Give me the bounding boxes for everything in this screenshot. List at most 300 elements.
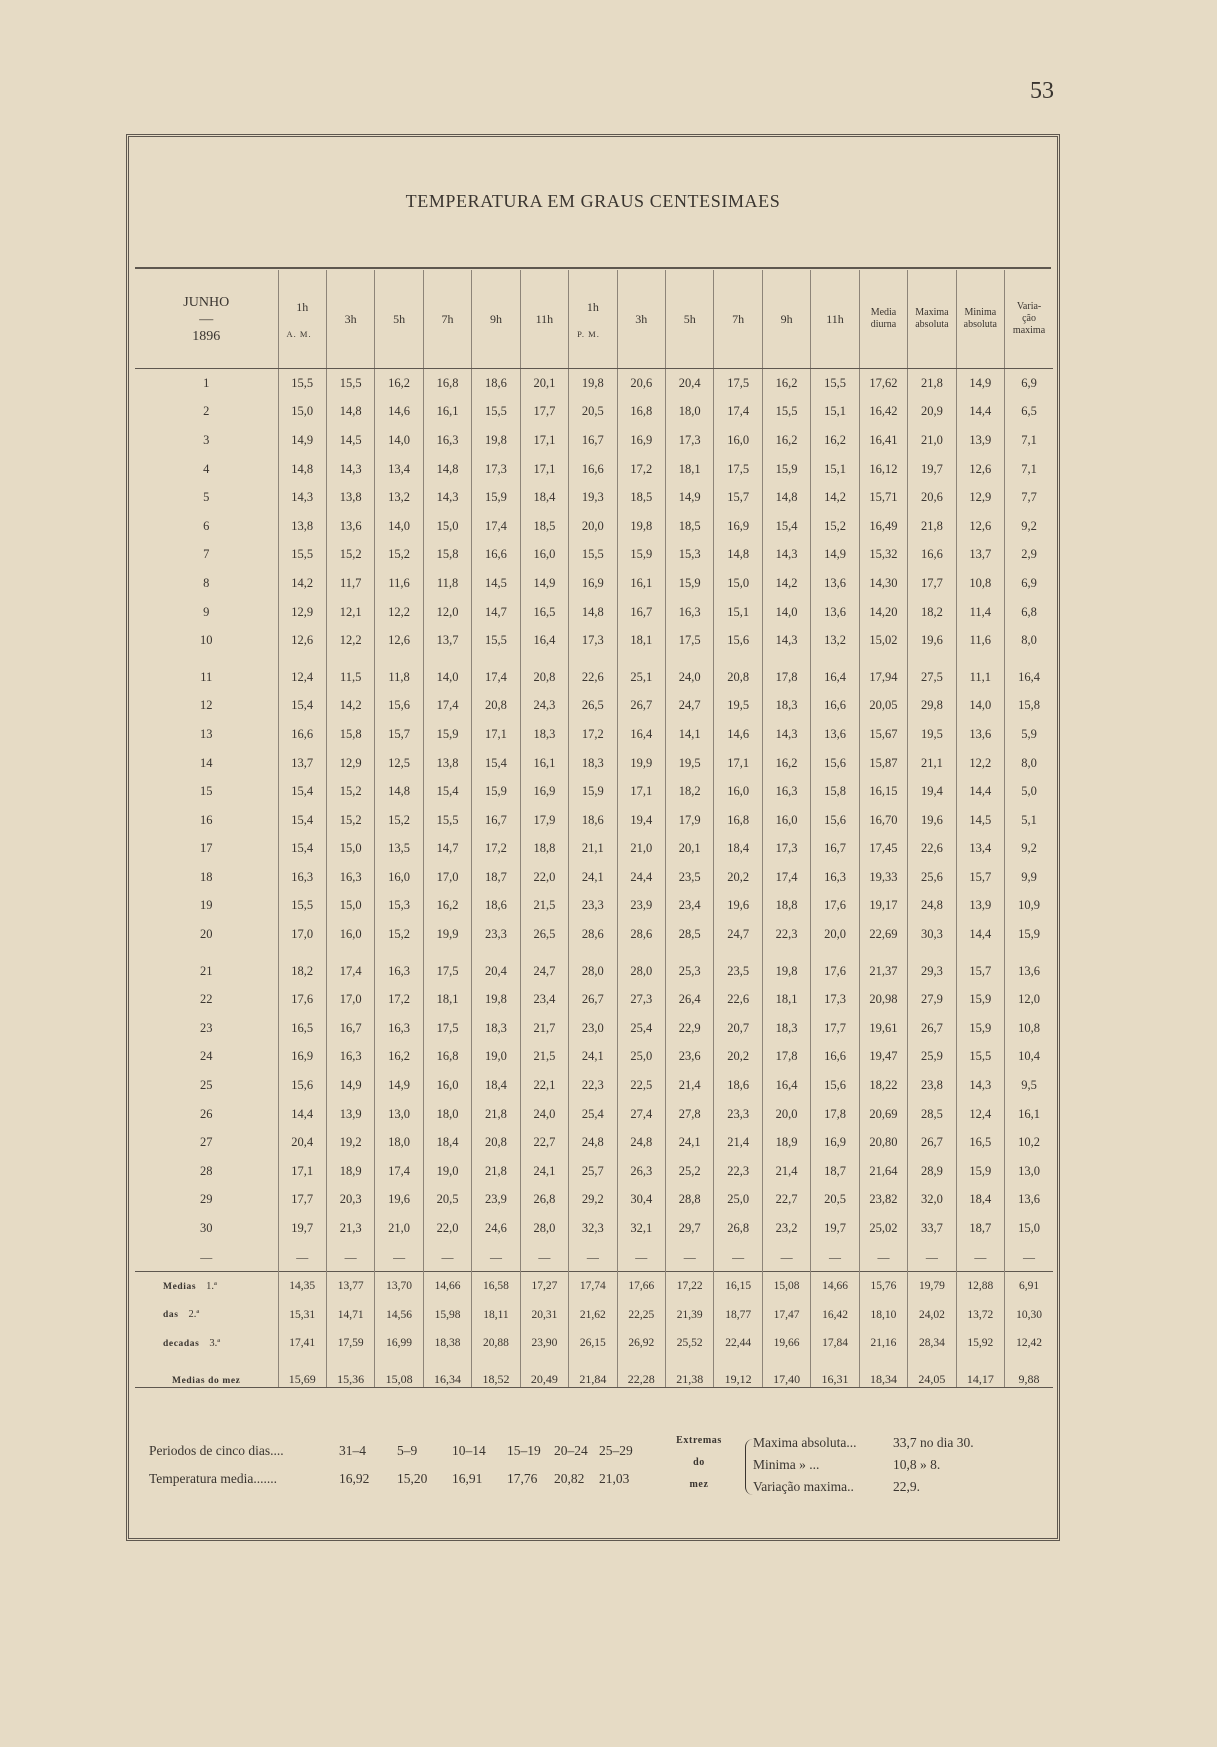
hour-header (520, 270, 568, 369)
value-cell: 16,2 (762, 426, 810, 455)
value-cell: 20,2 (714, 863, 762, 892)
value-cell: 11,6 (375, 569, 423, 598)
month-mean-value: 16,31 (811, 1358, 859, 1387)
temperatura-media-label: Temperatura media....... (149, 1471, 277, 1486)
table-row (135, 806, 1053, 835)
value-cell: 17,4 (375, 1157, 423, 1186)
table-row (135, 598, 1053, 627)
value-cell: 14,4 (278, 1100, 326, 1129)
month-mean-value: 21,38 (666, 1358, 714, 1387)
value-cell: 24,3 (520, 692, 568, 721)
value-cell: 17,3 (569, 626, 617, 655)
value-cell: 18,1 (762, 985, 810, 1014)
dash-cell: — (326, 1243, 374, 1272)
table-row (135, 1128, 1053, 1157)
day-cell: 14 (200, 755, 213, 770)
value-cell: 14,9 (811, 541, 859, 570)
value-cell: 14,0 (375, 512, 423, 541)
hour-label: 5h (393, 311, 406, 326)
table-row (135, 1071, 1053, 1100)
value-cell: 25,1 (617, 655, 665, 692)
value-cell: 20,8 (472, 692, 520, 721)
value-cell: 21,1 (569, 835, 617, 864)
decade-value: 26,15 (569, 1330, 617, 1359)
value-cell: 19,0 (423, 1157, 471, 1186)
value-cell: 15,2 (326, 806, 374, 835)
value-cell: 16,3 (375, 949, 423, 986)
value-cell: 14,4 (956, 777, 1004, 806)
value-cell: 27,9 (908, 985, 956, 1014)
variacao-maxima-header (1005, 270, 1053, 369)
table-row (135, 720, 1053, 749)
month-mean-value: 14,17 (956, 1358, 1004, 1387)
value-cell: 15,5 (956, 1043, 1004, 1072)
value-cell: 24,7 (520, 949, 568, 986)
value-cell: 15,6 (375, 692, 423, 721)
value-cell: 6,5 (1005, 398, 1053, 427)
decade-value: 26,92 (617, 1330, 665, 1359)
value-cell: 23,4 (520, 985, 568, 1014)
hour-label: 9h (780, 311, 793, 326)
value-cell: 2,9 (1005, 541, 1053, 570)
value-cell: 15,2 (375, 920, 423, 949)
table-row (135, 569, 1053, 598)
value-cell: 15,0 (326, 835, 374, 864)
value-cell: 14,30 (859, 569, 907, 598)
value-cell: 19,5 (666, 749, 714, 778)
value-cell: 22,7 (520, 1128, 568, 1157)
value-cell: 25,4 (569, 1100, 617, 1129)
value-cell: 26,8 (520, 1186, 568, 1215)
value-cell: 18,4 (423, 1128, 471, 1157)
decade-value: 17,47 (762, 1301, 810, 1330)
value-cell: 18,0 (666, 398, 714, 427)
day-cell: 23 (200, 1020, 213, 1035)
value-cell: 20,05 (859, 692, 907, 721)
value-cell: 15,2 (375, 806, 423, 835)
value-cell: 18,2 (666, 777, 714, 806)
value-cell: 14,0 (762, 598, 810, 627)
value-cell: 14,9 (326, 1071, 374, 1100)
hour-label: 3h (635, 311, 648, 326)
value-cell: 16,3 (278, 863, 326, 892)
top-rule (135, 267, 1051, 269)
value-cell: 18,5 (617, 483, 665, 512)
value-cell: 16,3 (326, 863, 374, 892)
value-cell: 20,0 (811, 920, 859, 949)
decade-value: 17,22 (666, 1272, 714, 1301)
month-means-text: Medias do mez (172, 1375, 241, 1386)
decade-label: Medias (163, 1281, 197, 1292)
value-cell: 16,12 (859, 455, 907, 484)
month-mean-value: 22,28 (617, 1358, 665, 1387)
value-cell: 22,3 (714, 1157, 762, 1186)
value-cell: 19,33 (859, 863, 907, 892)
value-cell: 16,1 (617, 569, 665, 598)
value-cell: 12,9 (326, 749, 374, 778)
decade-value: 18,10 (859, 1301, 907, 1330)
value-cell: 15,9 (423, 720, 471, 749)
day-cell: 6 (203, 518, 210, 533)
value-cell: 11,4 (956, 598, 1004, 627)
decade-value: 13,70 (375, 1272, 423, 1301)
value-cell: 22,6 (714, 985, 762, 1014)
header-text: diurna (870, 319, 897, 330)
table-row (135, 985, 1053, 1014)
table-row (135, 749, 1053, 778)
value-cell: 16,70 (859, 806, 907, 835)
value-cell: 18,7 (811, 1157, 859, 1186)
decade-value: 16,58 (472, 1272, 520, 1301)
value-cell: 16,3 (423, 426, 471, 455)
day-cell: 3 (203, 432, 210, 447)
value-cell: 20,4 (666, 369, 714, 398)
value-cell: 16,5 (278, 1014, 326, 1043)
value-cell: 15,4 (472, 749, 520, 778)
value-cell: 24,0 (520, 1100, 568, 1129)
header-text: maxima (1012, 325, 1046, 336)
value-cell: 16,7 (472, 806, 520, 835)
header-text: Minima (964, 307, 997, 318)
decade-value: 14,66 (811, 1272, 859, 1301)
value-cell: 18,22 (859, 1071, 907, 1100)
value-cell: 25,0 (617, 1043, 665, 1072)
value-cell: 14,8 (326, 398, 374, 427)
value-cell: 28,8 (666, 1186, 714, 1215)
value-cell: 6,9 (1005, 369, 1053, 398)
value-cell: 16,6 (472, 541, 520, 570)
value-cell: 32,1 (617, 1214, 665, 1243)
value-cell: 33,7 (908, 1214, 956, 1243)
value-cell: 14,9 (666, 483, 714, 512)
table-row (135, 1157, 1053, 1186)
month-means-row (135, 1358, 1053, 1387)
hour-label: 3h (344, 311, 357, 326)
value-cell: 12,6 (375, 626, 423, 655)
value-cell: 21,4 (714, 1128, 762, 1157)
value-cell: 20,4 (278, 1128, 326, 1157)
day-cell: 11 (200, 669, 213, 684)
month-means-label (135, 1358, 278, 1387)
value-cell: 7,1 (1005, 455, 1053, 484)
value-cell: 12,9 (278, 598, 326, 627)
dash-cell: — (762, 1243, 810, 1272)
value-cell: 18,3 (762, 1014, 810, 1043)
day-cell: 21 (200, 963, 213, 978)
value-cell: 16,4 (811, 655, 859, 692)
table-row (135, 949, 1053, 986)
value-cell: 16,0 (326, 920, 374, 949)
temperatura-media-value: 17,76 (507, 1471, 538, 1486)
value-cell: 13,6 (956, 720, 1004, 749)
month-mean-value: 18,52 (472, 1358, 520, 1387)
value-cell: 17,6 (811, 949, 859, 986)
value-cell: 16,7 (326, 1014, 374, 1043)
value-cell: 16,0 (714, 426, 762, 455)
value-cell: 15,8 (326, 720, 374, 749)
value-cell: 17,1 (278, 1157, 326, 1186)
value-cell: 16,0 (520, 541, 568, 570)
value-cell: 22,0 (520, 863, 568, 892)
value-cell: 23,0 (569, 1014, 617, 1043)
value-cell: 15,6 (278, 1071, 326, 1100)
value-cell: 12,2 (375, 598, 423, 627)
value-cell: 17,4 (714, 398, 762, 427)
value-cell: 17,7 (278, 1186, 326, 1215)
value-cell: 9,2 (1005, 512, 1053, 541)
value-cell: 17,5 (423, 1014, 471, 1043)
table-row (135, 892, 1053, 921)
value-cell: 19,4 (617, 806, 665, 835)
value-cell: 17,7 (908, 569, 956, 598)
value-cell: 13,5 (375, 835, 423, 864)
day-cell: 27 (200, 1135, 213, 1150)
value-cell: 27,8 (666, 1100, 714, 1129)
value-cell: 21,0 (617, 835, 665, 864)
table-row (135, 483, 1053, 512)
value-cell: 17,4 (326, 949, 374, 986)
value-cell: 15,2 (326, 777, 374, 806)
value-cell: 18,8 (762, 892, 810, 921)
value-cell: 20,98 (859, 985, 907, 1014)
header-text: Maxima (915, 307, 949, 318)
value-cell: 14,6 (714, 720, 762, 749)
day-cell: 26 (200, 1106, 213, 1121)
value-cell: 17,3 (811, 985, 859, 1014)
decade-value: 23,90 (520, 1330, 568, 1359)
value-cell: 13,9 (956, 426, 1004, 455)
value-cell: 17,4 (423, 692, 471, 721)
month-dash: — (199, 311, 214, 327)
value-cell: 16,2 (762, 749, 810, 778)
value-cell: 30,3 (908, 920, 956, 949)
value-cell: 16,9 (278, 1043, 326, 1072)
periods-label: Periodos de cinco dias.... (149, 1443, 284, 1458)
month-header (135, 270, 278, 369)
value-cell: 15,0 (1005, 1214, 1053, 1243)
value-cell: 14,5 (472, 569, 520, 598)
day-cell: 29 (200, 1192, 213, 1207)
month-mean-value: 15,36 (326, 1358, 374, 1387)
value-cell: 15,3 (666, 541, 714, 570)
decade-value: 18,11 (472, 1301, 520, 1330)
value-cell: 13,8 (278, 512, 326, 541)
value-cell: 17,8 (762, 1043, 810, 1072)
day-cell: 30 (200, 1221, 213, 1236)
value-cell: 15,5 (278, 892, 326, 921)
decade-index: 2.ª (188, 1309, 200, 1321)
value-cell: 15,9 (472, 777, 520, 806)
decade-value: 18,38 (423, 1330, 471, 1359)
value-cell: 24,1 (569, 1043, 617, 1072)
value-cell: 25,6 (908, 863, 956, 892)
day-cell: 2 (203, 404, 210, 419)
value-cell: 17,2 (472, 835, 520, 864)
value-cell: 25,7 (569, 1157, 617, 1186)
value-cell: 18,9 (326, 1157, 374, 1186)
value-cell: 21,0 (908, 426, 956, 455)
value-cell: 28,9 (908, 1157, 956, 1186)
value-cell: 15,4 (278, 835, 326, 864)
value-cell: 19,5 (714, 692, 762, 721)
value-cell: 20,5 (423, 1186, 471, 1215)
value-cell: 11,5 (326, 655, 374, 692)
value-cell: 20,1 (666, 835, 714, 864)
value-cell: 19,8 (569, 369, 617, 398)
value-cell: 10,8 (956, 569, 1004, 598)
decade-value: 17,27 (520, 1272, 568, 1301)
decade-value: 16,15 (714, 1272, 762, 1301)
header-text: absoluta (963, 319, 997, 330)
dash-cell: — (666, 1243, 714, 1272)
value-cell: 19,47 (859, 1043, 907, 1072)
decade-value: 22,44 (714, 1330, 762, 1359)
value-cell: 24,8 (569, 1128, 617, 1157)
value-cell: 12,6 (278, 626, 326, 655)
hour-label: 11h (826, 311, 844, 326)
value-cell: 23,5 (666, 863, 714, 892)
value-cell: 15,0 (714, 569, 762, 598)
value-cell: 13,4 (956, 835, 1004, 864)
value-cell: 15,0 (326, 892, 374, 921)
value-cell: 15,5 (423, 806, 471, 835)
value-cell: 15,4 (278, 692, 326, 721)
value-cell: 14,3 (762, 720, 810, 749)
value-cell: 16,0 (714, 777, 762, 806)
decade-value: 21,39 (666, 1301, 714, 1330)
dash-cell: — (859, 1243, 907, 1272)
value-cell: 18,3 (762, 692, 810, 721)
value-cell: 28,6 (617, 920, 665, 949)
hour-label: 9h (489, 311, 502, 326)
value-cell: 16,2 (811, 426, 859, 455)
value-cell: 16,4 (762, 1071, 810, 1100)
value-cell: 14,8 (278, 455, 326, 484)
value-cell: 14,2 (762, 569, 810, 598)
value-cell: 30,4 (617, 1186, 665, 1215)
value-cell: 11,8 (375, 655, 423, 692)
value-cell: 17,8 (811, 1100, 859, 1129)
value-cell: 15,02 (859, 626, 907, 655)
value-cell: 20,8 (520, 655, 568, 692)
value-cell: 14,3 (278, 483, 326, 512)
hour-header (278, 270, 326, 369)
value-cell: 13,6 (1005, 949, 1053, 986)
table-title: TEMPERATURA EM GRAUS CENTESIMAES (405, 191, 781, 211)
decade-row (135, 1272, 1053, 1301)
value-cell: 18,2 (908, 598, 956, 627)
month-mean-value: 17,40 (762, 1358, 810, 1387)
value-cell: 16,4 (520, 626, 568, 655)
day-cell: 19 (200, 898, 213, 913)
value-cell: 19,6 (908, 806, 956, 835)
value-cell: 23,9 (617, 892, 665, 921)
value-cell: 17,0 (326, 985, 374, 1014)
value-cell: 14,9 (375, 1071, 423, 1100)
decade-value: 20,31 (520, 1301, 568, 1330)
value-cell: 25,9 (908, 1043, 956, 1072)
table-row (135, 398, 1053, 427)
temperatura-media-value: 20,82 (554, 1471, 585, 1486)
period-value: 15–19 (507, 1443, 541, 1458)
value-cell: 29,3 (908, 949, 956, 986)
value-cell: 27,4 (617, 1100, 665, 1129)
decade-value: 12,88 (956, 1272, 1004, 1301)
value-cell: 14,5 (326, 426, 374, 455)
value-cell: 17,1 (714, 749, 762, 778)
value-cell: 16,7 (811, 835, 859, 864)
decade-value: 13,72 (956, 1301, 1004, 1330)
temperatura-media-value: 21,03 (599, 1471, 630, 1486)
value-cell: 14,4 (956, 920, 1004, 949)
value-cell: 19,8 (472, 985, 520, 1014)
value-cell: 32,0 (908, 1186, 956, 1215)
value-cell: 21,8 (908, 512, 956, 541)
decade-value: 16,42 (811, 1301, 859, 1330)
value-cell: 25,3 (666, 949, 714, 986)
period-value: 25–29 (599, 1443, 633, 1458)
value-cell: 13,7 (956, 541, 1004, 570)
value-cell: 16,9 (714, 512, 762, 541)
value-cell: 16,2 (375, 1043, 423, 1072)
value-cell: 16,0 (375, 863, 423, 892)
value-cell: 14,9 (956, 369, 1004, 398)
value-cell: 18,6 (472, 892, 520, 921)
decade-label-cell (135, 1330, 278, 1359)
value-cell: 16,8 (423, 1043, 471, 1072)
table-body (135, 369, 1053, 1388)
value-cell: 15,9 (617, 541, 665, 570)
value-cell: 14,8 (762, 483, 810, 512)
value-cell: 15,5 (811, 369, 859, 398)
extremas-line-value: 33,7 no dia 30. (893, 1435, 974, 1450)
value-cell: 21,4 (762, 1157, 810, 1186)
decade-value: 14,56 (375, 1301, 423, 1330)
value-cell: 15,4 (762, 512, 810, 541)
value-cell: 15,1 (811, 398, 859, 427)
decade-value: 17,59 (326, 1330, 374, 1359)
decade-index: 1.ª (206, 1280, 217, 1292)
value-cell: 20,6 (617, 369, 665, 398)
value-cell: 22,1 (520, 1071, 568, 1100)
value-cell: 19,8 (762, 949, 810, 986)
hour-header (762, 270, 810, 369)
value-cell: 17,0 (278, 920, 326, 949)
value-cell: 9,9 (1005, 863, 1053, 892)
day-cell: 12 (200, 698, 213, 713)
value-cell: 13,6 (811, 720, 859, 749)
value-cell: 20,0 (569, 512, 617, 541)
value-cell: 12,2 (956, 749, 1004, 778)
month-label: JUNHO (183, 294, 230, 310)
year-label: 1896 (192, 328, 221, 344)
decade-value: 15,92 (956, 1330, 1004, 1359)
value-cell: 18,4 (714, 835, 762, 864)
value-cell: 28,5 (666, 920, 714, 949)
value-cell: 16,5 (956, 1128, 1004, 1157)
value-cell: 16,6 (569, 455, 617, 484)
value-cell: 18,6 (472, 369, 520, 398)
value-cell: 15,3 (375, 892, 423, 921)
value-cell: 16,6 (278, 720, 326, 749)
day-cell: 10 (200, 633, 213, 648)
value-cell: 10,4 (1005, 1043, 1053, 1072)
value-cell: 17,94 (859, 655, 907, 692)
hour-header (569, 270, 617, 369)
value-cell: 18,7 (472, 863, 520, 892)
day-cell: 18 (200, 869, 213, 884)
hour-header (666, 270, 714, 369)
